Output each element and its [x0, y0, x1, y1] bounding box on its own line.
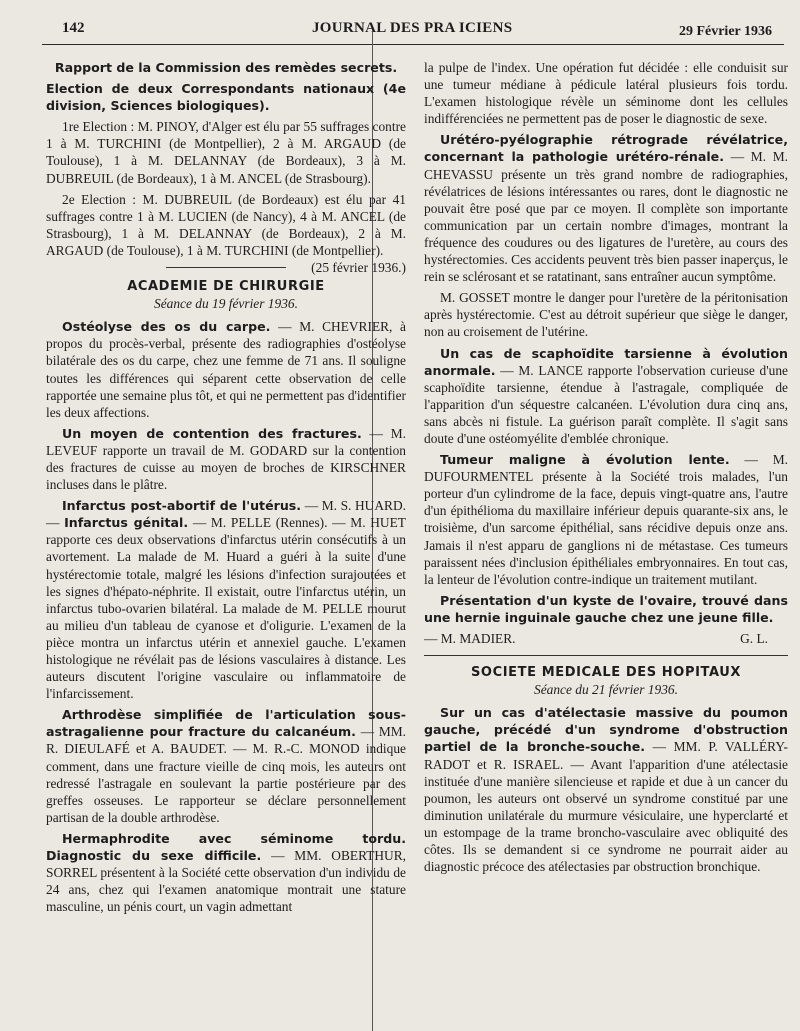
contention-entry [46, 425, 406, 493]
hermaphrodite-text: — MM. OBERTHUR, SORREL présentent à la Société cette observation d'un individu de 24 ans, chez qui l'examen anatomique montrait une stature masculine, un pénis court, un vagin admettant [46, 848, 406, 915]
issue-date: 29 Février 1936 [678, 24, 772, 39]
arthrodese-heading: Arthrodèse simplifiée de l'articulation sous-astragalienne pour fracture du calcanéum. [46, 707, 406, 740]
societe-seance-date: Séance du 21 février 1936. [534, 682, 678, 698]
infarctus-author: — M. S. HUARD. — [46, 498, 406, 531]
first-election-paragraph: 1re Election : M. PINOY, d'Alger est élu par 55 suffrages contre 1 à M. TURCHINI (de Montpellier), 2 à M. ARGAUD (de Toulouse), 1 à M. DELANNAY (de Bordeaux), 3 à M. DUBREUIL (de Bordeaux), 1 à M. ANCEL (de Strasbourg). [46, 119, 406, 186]
section-divider-right [424, 655, 788, 656]
contention-text: — M. LEVEUF rapporte un travail de M. GODARD sur la contention des fractures de cuisse au moyen de broches de KIRSCHNER incluses dans le plâtre. [46, 425, 406, 493]
infarctus-text: — M. PELLE (Rennes). — M. HUET rapporte ces deux observations d'infarctus utérin consécutifs à un avortement. La malade de M. Huard a guéri à la suite d'une hystérectomie totale, malgré les lésions d'infection surajoutées et les signes d'hépato-néphrite. Il existait, outre l'infarctus utérin, un infarctus tubo-ovarien bilatéral. La malade de M. PELLE mourut au milieu d'un tableau de cyanose et d'oligurie. L'examen de la pièce montra un infarctus utérin et annexiel gauche. L'examen histologique ne révélait pas de lésions vasculaires à distance. Les auteurs discutent l'origine vasculaire ou inflammatoire de l'infarcissement. [46, 515, 406, 702]
osteolyse-text: — M. CHEVRIER, à propos du procès-verbal, présente des radiographies d'ostéolyse bilatérale des os du carpe, chez une femme de 71 ans. Il souligne toutes les différences qui séparent cette observation de celle rapportée une semaine plus tôt, et qui ne permettent pas d'identifier les deux affections. [46, 319, 407, 420]
arthrodese-entry [46, 706, 406, 826]
journal-title: JOURNAL DES PRA ICIENS [312, 20, 513, 36]
kyste-heading: Présentation d'un kyste de l'ovaire, trouvé dans une hernie inguinale gauche chez une jeune fille. [424, 592, 788, 625]
left-column [46, 59, 406, 919]
academie-seance-date: Séance du 19 février 1936. [154, 296, 298, 312]
uretero-text: — M. M. CHEVASSU présente un très grand nombre de radiographies, révélatrices de lésions intéressantes ou rares, dont le diagnostic ne pouvait être posé que par ce moyen. Il complète son importante communication par un certain nombre d'images, montrant la fréquence des coudures ou des ligatures de l'uretère, au cours des hystérectomies. Ces accidents peuvent très bien passer inaperçus, le rein se sclérosant et se ratatinant, sans entraîner aucun symptôme. [424, 149, 788, 285]
contention-heading: Un moyen de contention des fractures. [62, 425, 362, 441]
section-divider [166, 267, 286, 268]
hermaphrodite-continuation: la pulpe de l'index. Une opération fut décidée : elle conduisit sur une tumeur médiane à pédicule latéral plusieurs fois tordu. L'examen histologique révèle un séminome dont les cellules indifférenciées ne permettent pas de poser le diagnostic de sexe. [424, 60, 788, 127]
infarctus-entry [46, 497, 406, 702]
societe-medicale-title: SOCIETE MEDICALE DES HOPITAUX [470, 665, 742, 681]
scaphoidite-text: — M. LANCE rapporte l'observation curieuse d'une scaphoïdite tarsienne, étendue à l'astragale, compliquée de l'apparition d'un séquestre calcanéen. L'évolution dura cinq ans, sans abcès ni fistule. La guérison paraît complète. Il s'agit sans doute d'une ostéomyélite d'emblée chronique. [424, 362, 788, 446]
kyste-signature-line [424, 630, 788, 647]
hermaphrodite-heading: Hermaphrodite avec séminome tordu. Diagnostic du sexe difficile. [46, 830, 406, 864]
page-number: 142 [62, 20, 85, 36]
kyste-author: — M. MADIER. [424, 631, 516, 646]
academie-chirurgie-title: ACADEMIE DE CHIRURGIE [127, 279, 325, 295]
signature-initials: G. L. [740, 631, 768, 646]
arthrodese-text: — MM. R. DIEULAFÉ et A. BAUDET. — M. R.-C. MONOD indique comment, dans une fracture vieille de cinq mois, les auteurs ont redressé l'astragale en soulevant la partie postérieure par des greffes osseuses. Le rapporteur se déclare personnellement partisan de la double arthrodèse. [46, 724, 406, 825]
tumeur-entry [424, 451, 788, 588]
tumeur-text: — M. DUFOURMENTEL présente à la Société trois malades, l'un porteur d'un cylindrome de la face, depuis vingt-quatre ans, l'autre d'un épithélioma du maxillaire inférieur depuis quarante-six ans, le troisième, d'un sarcome épithélial, sans récidive depuis onze ans. Jamais il n'est apparu de ganglions ni de métastase. Ces tumeurs paraissent nées d'inclusion épithéliales embryonnaires. En tout cas, la lenteur de l'évolution contre-indique un traitement mutilant. [424, 452, 788, 587]
uretero-heading: Urétéro-pyélographie rétrograde révélatrice, concernant la pathologie urétéro-rénale. [424, 132, 788, 165]
atelectasie-heading: Sur un cas d'atélectasie massive du poumon gauche, précédé d'un syndrome d'obstruction partiel de la bronche-souche. [424, 705, 788, 755]
tumeur-heading: Tumeur maligne à évolution lente. [440, 452, 730, 468]
second-election-date: (25 février 1936.) [311, 260, 406, 276]
remedes-secrets-heading: Rapport de la Commission des remèdes secrets. [54, 60, 398, 75]
infarctus-genital-heading: Infarctus génital. [64, 515, 189, 531]
scaphoidite-heading: Un cas de scaphoïdite tarsienne à évolution anormale. [424, 345, 788, 378]
page-header [42, 14, 784, 45]
second-election-text: 2e Election : M. DUBREUIL (de Bordeaux) est élu par 41 suffrages contre 1 à M. LUCIEN (de Nancy), 4 à M. ANCEL (de Strasbourg), 1 à M. DELANNAY (de Bordeaux), 2 à M. ARGAUD (de Toulouse), 1 à M. TURCHINI (de Montpellier). [46, 191, 406, 258]
uretero-entry [424, 131, 788, 285]
gosset-paragraph: M. GOSSET montre le danger pour l'uretère de la péritonisation après hystérectomie. C'est au détroit supérieur que siège le danger, non au croisement de l'utérine. [424, 290, 788, 340]
atelectasie-entry [424, 704, 788, 875]
atelectasie-text: — MM. P. VALLÉRY-RADOT et R. ISRAEL. — Avant l'apparition d'une atélectasie instituée d'une manière silencieuse et rapide et due à un cancer du poumon, les auteurs ont observé un syndrome constitué par une diminution unilatérale du murmure vésiculaire, une hyperclarté et un estompage de la trame broncho-vasculaire avec obliquité des côtes. Ils se demandent si ce syndrome ne pourrait aider au diagnostic précoce des atélectasies par obstruction bronchique. [424, 739, 789, 875]
second-election-paragraph [46, 191, 406, 276]
scaphoidite-entry [424, 345, 788, 448]
right-column [424, 59, 788, 879]
infarctus-heading: Infarctus post-abortif de l'utérus. [62, 498, 302, 514]
osteolyse-entry [46, 318, 406, 421]
osteolyse-heading: Ostéolyse des os du carpe. [62, 319, 271, 335]
hermaphrodite-entry [46, 830, 406, 915]
election-heading: Election de deux Correspondants nationaux (4e division, Sciences biologiques). [46, 81, 406, 114]
